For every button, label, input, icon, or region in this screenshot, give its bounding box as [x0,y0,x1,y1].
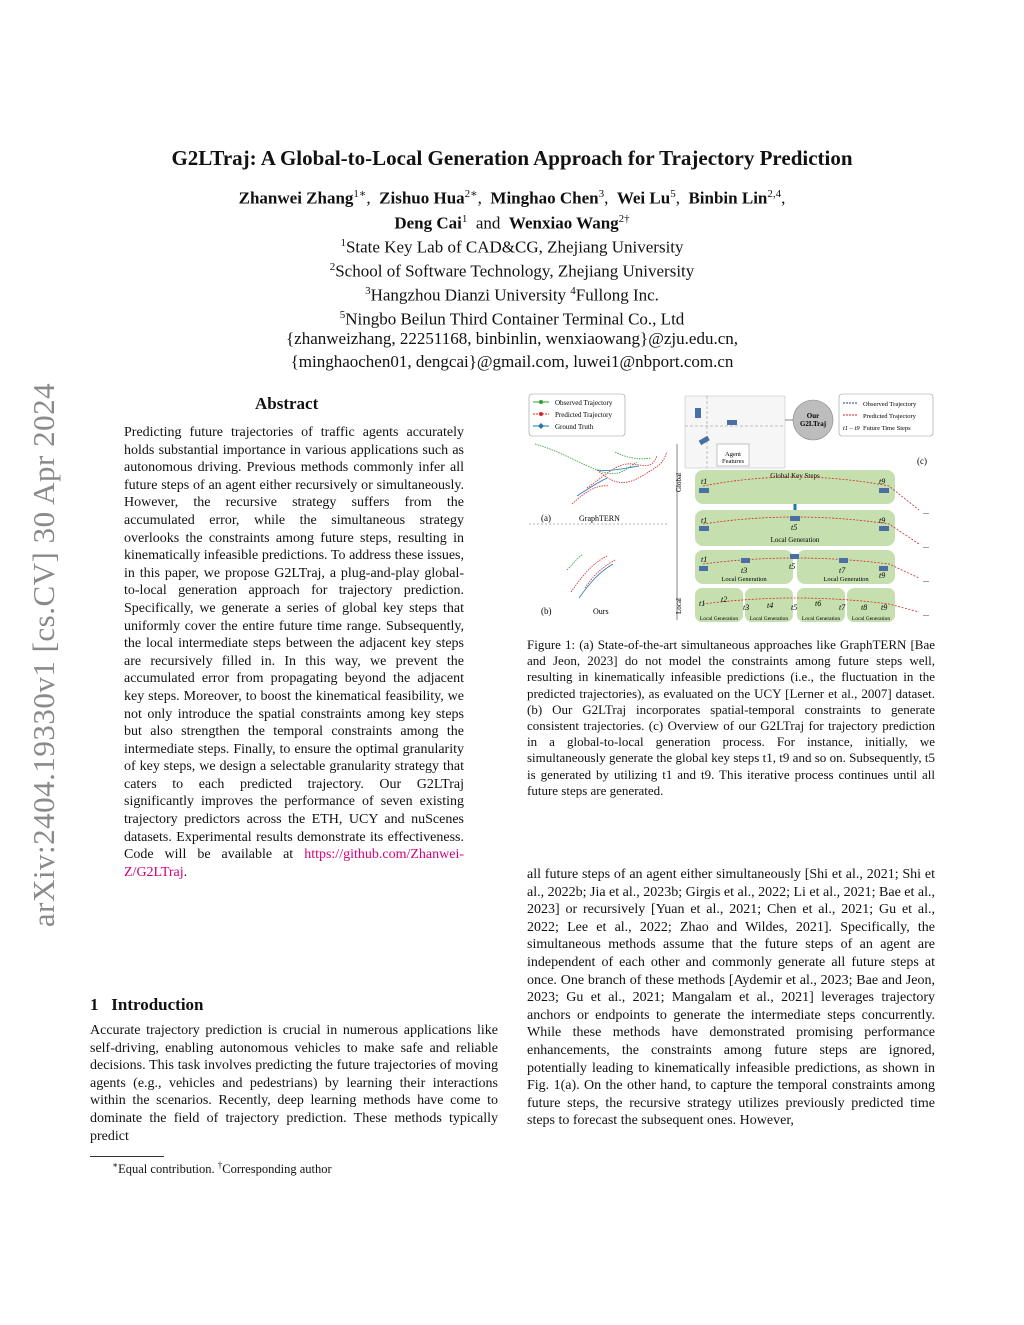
aff-sup: 3 [365,285,371,297]
author-name: Deng Cai [394,213,462,233]
step-label: t1 [701,516,708,525]
local-generation-label: Local Generation [801,616,841,622]
author-name: Minghao Chen [490,188,599,208]
section-title: Introduction [111,995,204,1014]
agent-features-label: Agent [725,451,741,458]
local-axis-label: Local [675,598,683,614]
panel-b-label: (b) [541,606,552,616]
panel-a-name: GraphTERN [579,514,620,523]
author-sup: 2† [618,213,630,225]
legend-predicted-label: Predicted Trajectory [555,411,612,419]
legend-observed-label: Observed Trajectory [555,399,613,407]
aff-sup: 4 [570,285,576,297]
step-label: t9 [879,477,886,486]
email-line-2: {minghaochen01, dengcai}@gmail.com, luwei1@nbport.com.cn [290,352,734,371]
step-label: t2 [721,595,728,604]
fn-text: Equal contribution. [118,1162,215,1177]
step-label: t5 [789,562,796,571]
legend-future-label: Future Time Steps [863,425,911,432]
vehicle-step [699,526,709,531]
step-label: t3 [743,603,750,612]
legend-predicted-marker [539,412,543,416]
panel-a-label: (a) [541,513,551,523]
abstract-text: Predicting future trajectories of traffic agents accurately holds substantial importance in various applications such as autonomous driving. Previous methods commonly infer all future steps of an agent either recursively or simultaneously. However, the recursive strategy suffers from the accumulated error, while the simultaneous strategy overlooks the constraints among future steps, resulting in kinematically infeasible predictions. To address these issues, in this paper, we propose G2LTraj, a plug-and-play global-to-local generation approach for trajectory prediction. Specifically, we generate a series of global key steps that uniformly cover the entire future time range. Subsequently, the local intermediate steps between the adjacent key steps are recursively filled in. In this way, we prevent the accumulated error from propagating beyond the adjacent key steps. Moreover, to boost the kinematical feasibility, we not only introduce the spatial constraints among key steps but also strengthen the temporal constraints among the intermediate steps. Finally, to ensure the optimal granularity of key steps, we design a selectable granularity strategy that caters to each predicted trajectory. Our G2LTraj significantly improves the performance of seven existing trajectory predictors across the ETH, UCY and nuScenes datasets. Experimental results demonstrate its effectiveness. Code will be available at [124,425,464,863]
right-column-text: all future steps of an agent either simultaneously [Shi et al., 2021; Shi et al., 2022b; Jia et al., 2023b; Girgis et al., 2022; Li et al., 2021; Bae et al., 2023] or recursively [Yuan et al., 2021; Chen et al., 2021; Gu et al., 2022; Lee et al., 2022; Zhao and Wildes, 2021]. Specifically, the simultaneous methods assume that the future steps of an agent are independent of each other and commonly generate all future steps at once. One branch of these methods [Aydemir et al., 2023; Bae and Jeon, 2023; Gu et al., 2021; Mangalam et al., 2021] leverages trajectory anchors or endpoints to generate the intermediate steps concurrently. While these methods have demonstrated promising performance enhancements, the constraints among future steps are ignored, potentially leading to kinematically infeasible predictions, as shown in Fig. 1(a). On the other hand, to capture the temporal constraints among future steps, the recursive strategy utilizes previously predicted time steps to forecast the subsequent ones. However, [527,867,935,1129]
abstract-end: . [183,864,188,880]
author-sup: 3 [598,188,605,200]
global-key-steps-label: Global Key Steps [770,472,820,480]
local-generation-label: Local Generation [721,576,767,583]
section-number: 1 [90,995,99,1014]
step-label: t1 [701,555,708,564]
legend-predicted-label-2: Predicted Trajectory [863,413,916,420]
panel-a-trajectories [535,444,667,504]
step-label: t1 [701,477,708,486]
t-range-label: t1 – t9 [843,425,860,432]
aff-text: School of Software Technology, Zhejiang University [335,261,695,281]
author-sup: 5 [670,188,676,200]
vehicle-step [879,488,889,493]
fn-text: Corresponding author [222,1162,332,1177]
fn-sup: ∗ [112,1160,119,1170]
figure-1 [527,392,935,624]
ellipsis: ... [923,507,929,516]
step-label: t9 [879,571,886,580]
step-label: t5 [791,523,798,532]
author-name: Binbin Lin [688,188,768,208]
vehicle-step [839,558,848,563]
step-label: t7 [839,603,846,612]
legend-gt-marker [538,423,544,429]
vehicle [695,408,701,418]
step-label: t9 [879,516,886,525]
email-line-1: {zhanweizhang, 22251168, binbinlin, wenxiaowang}@zju.edu.cn, [286,329,738,348]
and-text: and [475,213,501,233]
footnote-rule [90,1156,164,1157]
footnote [112,1160,332,1177]
aff-text: Fullong Inc. [575,285,659,305]
model-label: G2LTraj [799,420,827,428]
ellipsis: ... [923,609,929,618]
step-label: t6 [815,599,822,608]
author-name: Zishuo Hua [379,188,465,208]
ellipsis: ... [923,541,929,550]
agent-features-label: Features [721,458,745,465]
arxiv-id-text: arXiv:2404.19330v1 [cs.CV] 30 Apr 2024 [26,382,61,928]
author-name: Wenxiao Wang [508,213,619,233]
aff-text: State Key Lab of CAD&CG, Zhejiang University [345,237,684,257]
step-label: t3 [741,566,748,575]
local-generation-label: Local Generation [851,616,891,622]
aff-text: Hangzhou Dianzi University [370,285,567,305]
aff-sup: 1 [340,237,346,249]
local-generation-label: Local Generation [823,576,869,583]
vehicle-step [699,566,708,571]
fn-sup: † [217,1160,223,1170]
section-heading [90,995,204,1015]
vehicle-step [790,554,799,559]
step-label: t1 [699,599,706,608]
local-generation-label: Local Generation [770,536,820,544]
aff-text: Ningbo Beilun Third Container Terminal Co., Ltd [345,309,685,329]
figure-caption: Figure 1: (a) State-of-the-art simultaneous approaches like GraphTERN [Bae and Jeon, 2023] do not model the constraints among future steps well, resulting in kinematically infeasible predictions (i.e., the fluctuation in the predicted trajectories), as evaluated on the UCY [Lerner et al., 2007] dataset. (b) Our G2LTraj incorporates spatial-temporal constraints to generate consistent trajectories. (c) Overview of our G2LTraj for trajectory prediction in a global-to-local generation process. For instance, initially, we simultaneously generate the global key steps t1, t9 and so on. Subsequently, t5 is generated by utilizing t1 and t9. This iterative process continues until all future steps are generated. [527,637,935,798]
aff-sup: 2 [329,261,336,273]
vehicle [727,420,737,425]
global-axis-label: Global [675,472,683,492]
vehicle-step [699,488,709,493]
author-name: Zhanwei Zhang [238,188,354,208]
step-label: t9 [881,603,888,612]
legend-observed-label-2: Observed Trajectory [863,401,917,408]
abstract-heading: Abstract [255,394,319,413]
paper-title: G2LTraj: A Global-to-Local Generation Approach for Trajectory Prediction [171,146,853,170]
legend-observed-marker [539,400,543,404]
step-label: t5 [791,603,798,612]
arxiv-identifier [22,355,66,955]
panel-b-trajectories [567,554,615,598]
local-generation-label: Local Generation [749,616,789,622]
author-line-1: Zhanwei Zhang$^{1∗}$, Zishuo Hua$^{2∗}$, Minghao Chen$^3$, Wei Lu$^5$, Binbin Lin$^{2,4}$, [238,188,786,208]
vehicle-step [879,526,889,531]
panel-b-name: Ours [593,607,609,616]
author-sup: 1∗ [353,188,367,200]
step-label: t7 [839,566,846,575]
legend-gt-label: Ground Truth [555,423,594,431]
intro-body: Accurate trajectory prediction is crucial in numerous applications like self-driving, enabling autonomous vehicles to make safe and reliable decisions. This task involves predicting the future trajectories of moving agents (e.g., vehicles and pedestrians) by learning their interactions within the scenarios. Recently, deep learning methods have come to dominate the field of trajectory prediction. These methods typically predict [90,1023,498,1144]
aff-sup: 5 [339,309,346,321]
author-sup: 2∗ [464,188,478,200]
vehicle-step [741,558,750,563]
model-label: Our [806,412,820,420]
abstract-body [124,424,464,881]
author-sup: 2,4 [767,188,782,200]
vehicle-step [790,516,800,521]
step-label: t8 [861,603,868,612]
code-link[interactable]: https://github.com/Zhanwei-Z/G2LTraj [124,847,464,880]
author-sup: 1 [461,213,468,225]
author-name: Wei Lu [616,188,671,208]
step-label: t4 [767,601,774,610]
panel-c-label: (c) [917,456,927,466]
ellipsis: ... [923,575,929,584]
local-generation-label: Local Generation [699,616,739,622]
